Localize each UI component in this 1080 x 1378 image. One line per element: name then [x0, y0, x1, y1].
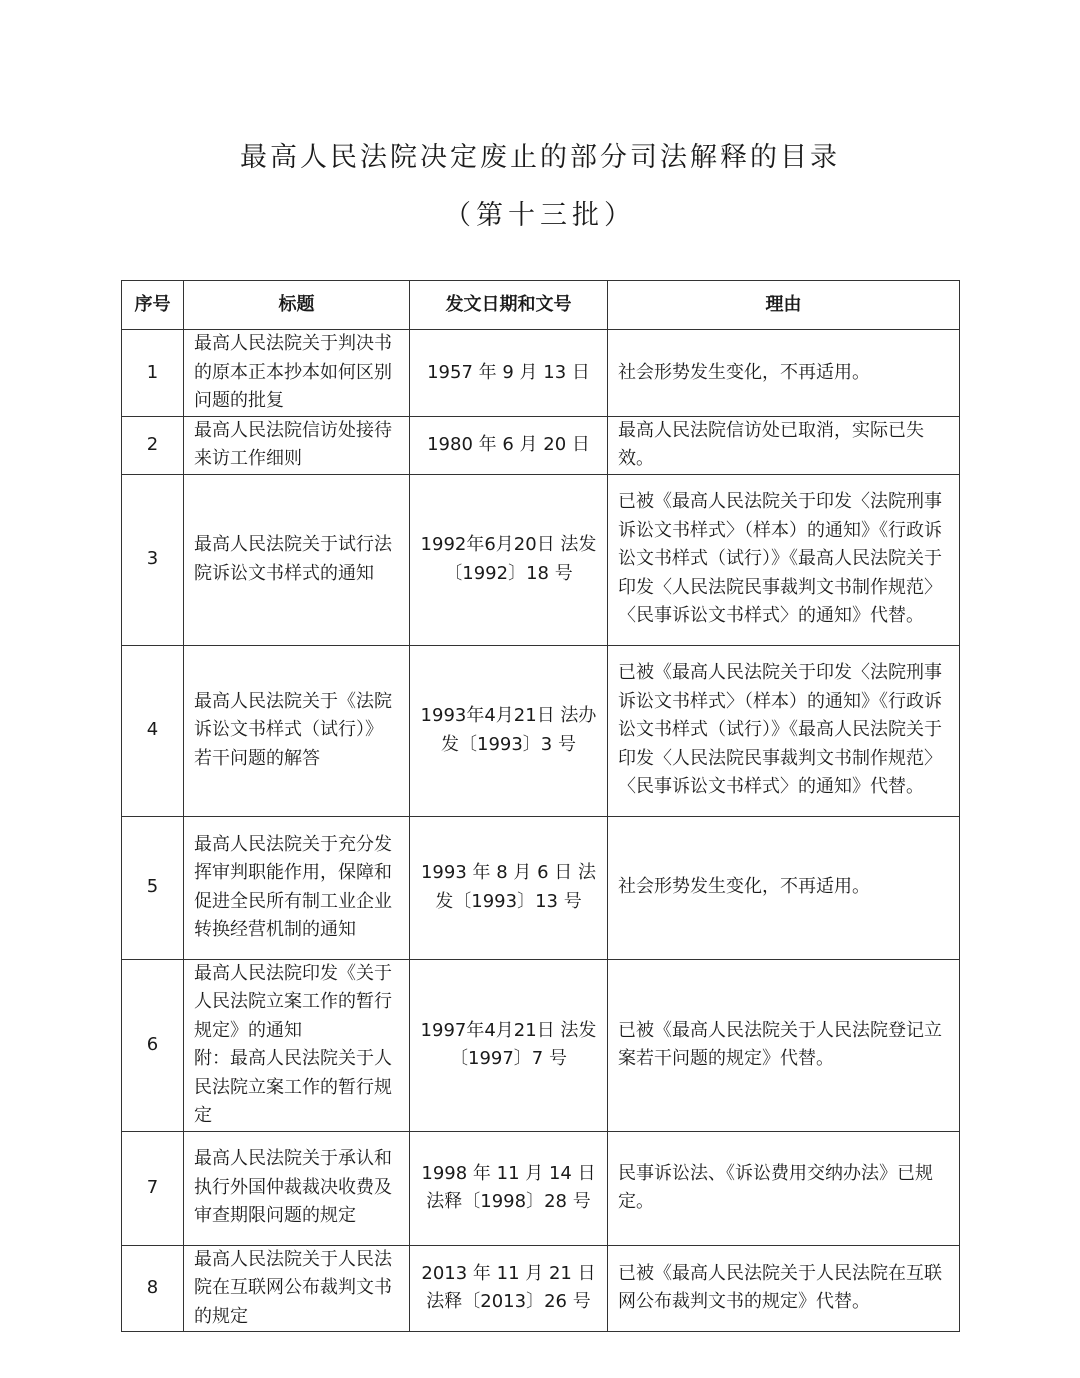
table-row — [122, 645, 960, 816]
document-subtitle: （第十三批） — [444, 200, 636, 231]
row-date: 1957 年 9 月 13 日 — [410, 330, 608, 417]
table-row — [122, 1245, 960, 1332]
row-seq: 3 — [122, 474, 184, 645]
row-seq: 5 — [122, 816, 184, 959]
row-title: 最高人民法院关于充分发挥审判职能作用，保障和促进全民所有制工业企业转换经营机制的通知 — [184, 816, 410, 959]
document-title: 最高人民法院决定废止的部分司法解释的目录 — [240, 142, 840, 173]
table-row — [122, 416, 960, 474]
row-title: 最高人民法院关于承认和执行外国仲裁裁决收费及审查期限问题的规定 — [184, 1131, 410, 1245]
row-reason: 民事诉讼法、《诉讼费用交纳办法》已规定。 — [608, 1131, 960, 1245]
row-date: 1993 年 8 月 6 日 法发〔1993〕13 号 — [410, 816, 608, 959]
table-row — [122, 1131, 960, 1245]
header-seq: 序号 — [122, 281, 184, 330]
row-title: 最高人民法院信访处接待来访工作细则 — [184, 416, 410, 474]
row-title: 最高人民法院关于人民法院在互联网公布裁判文书的规定 — [184, 1245, 410, 1332]
row-reason: 已被《最高人民法院关于印发〈法院刑事诉讼文书样式〉（样本）的通知》《行政诉讼文书样式（试行）》《最高人民法院关于印发〈人民法院民事裁判文书制作规范〉〈民事诉讼文书样式〉的通知》代替。 — [608, 645, 960, 816]
row-title: 最高人民法院关于判决书的原本正本抄本如何区别问题的批复 — [184, 330, 410, 417]
row-reason: 已被《最高人民法院关于印发〈法院刑事诉讼文书样式〉（样本）的通知》《行政诉讼文书样式（试行）》《最高人民法院关于印发〈人民法院民事裁判文书制作规范〉〈民事诉讼文书样式〉的通知》代替。 — [608, 474, 960, 645]
table-row — [122, 816, 960, 959]
table-row — [122, 330, 960, 417]
row-seq: 7 — [122, 1131, 184, 1245]
row-reason: 社会形势发生变化，不再适用。 — [608, 330, 960, 417]
table-header-row — [122, 281, 960, 330]
table-row — [122, 474, 960, 645]
row-reason: 社会形势发生变化，不再适用。 — [608, 816, 960, 959]
row-date: 1992年6月20日 法发〔1992〕18 号 — [410, 474, 608, 645]
header-title: 标题 — [184, 281, 410, 330]
row-title-attachment: 附：最高人民法院关于人民法院立案工作的暂行规定 — [194, 1048, 392, 1126]
row-title: 最高人民法院关于试行法院诉讼文书样式的通知 — [184, 474, 410, 645]
row-title: 最高人民法院关于《法院诉讼文书样式（试行）》若干问题的解答 — [184, 645, 410, 816]
header-date: 发文日期和文号 — [410, 281, 608, 330]
row-seq: 1 — [122, 330, 184, 417]
row-date: 1997年4月21日 法发〔1997〕7 号 — [410, 959, 608, 1131]
row-reason: 已被《最高人民法院关于人民法院登记立案若干问题的规定》代替。 — [608, 959, 960, 1131]
row-reason: 已被《最高人民法院关于人民法院在互联网公布裁判文书的规定》代替。 — [608, 1245, 960, 1332]
row-title-cell — [184, 959, 410, 1131]
row-date: 1980 年 6 月 20 日 — [410, 416, 608, 474]
row-seq: 8 — [122, 1245, 184, 1332]
row-seq: 6 — [122, 959, 184, 1131]
row-date: 1993年4月21日 法办发〔1993〕3 号 — [410, 645, 608, 816]
row-date: 2013 年 11 月 21 日 法释〔2013〕26 号 — [410, 1245, 608, 1332]
table-row — [122, 959, 960, 1131]
row-reason: 最高人民法院信访处已取消，实际已失效。 — [608, 416, 960, 474]
row-seq: 2 — [122, 416, 184, 474]
row-title: 最高人民法院印发《关于人民法院立案工作的暂行规定》的通知 — [194, 962, 392, 1041]
abolished-interpretations-table — [121, 280, 960, 1332]
row-seq: 4 — [122, 645, 184, 816]
row-date: 1998 年 11 月 14 日 法释〔1998〕28 号 — [410, 1131, 608, 1245]
header-reason: 理由 — [608, 281, 960, 330]
